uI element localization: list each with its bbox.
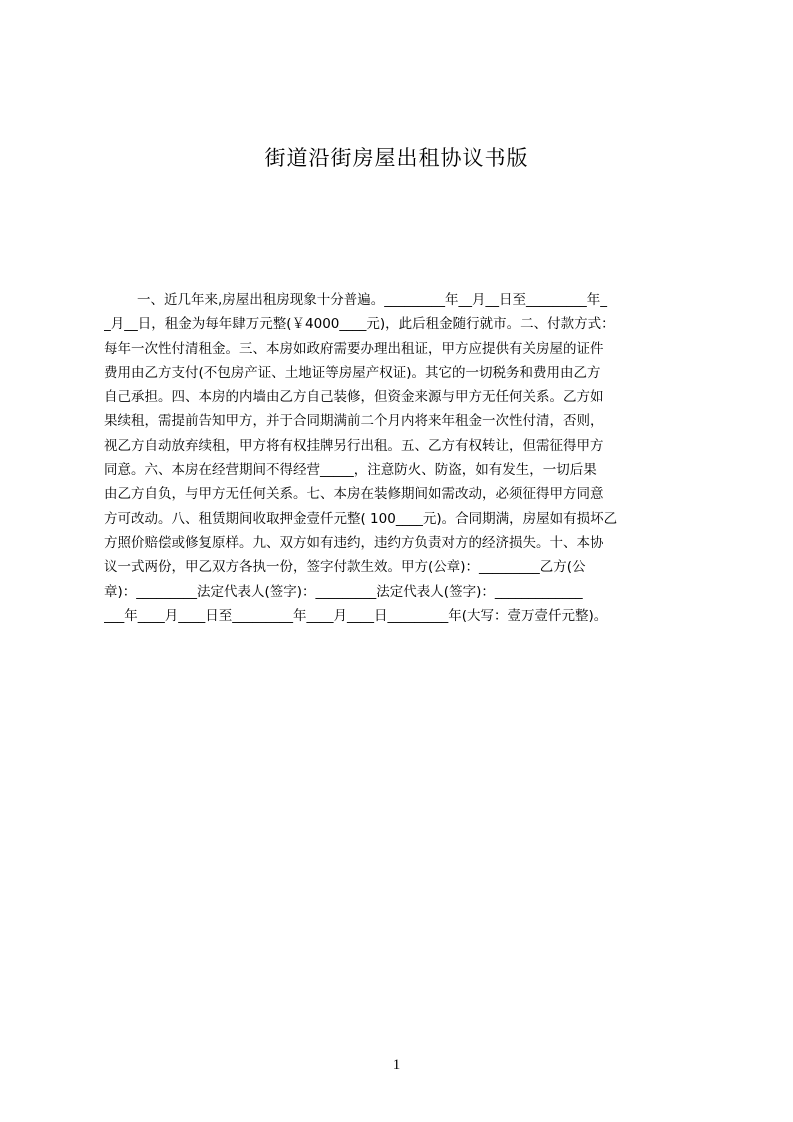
body-line: 同意。六、本房在经营期间不得经营_____，注意防火、防盗，如有发生，一切后果 bbox=[104, 462, 597, 479]
body-line: 方照价赔偿或修复原样。九、双方如有违约，违约方负责对方的经济损失。十、本协 bbox=[104, 534, 604, 551]
page-number: 1 bbox=[392, 1057, 401, 1073]
body-line: 自己承担。四、本房的内墙由乙方自己装修，但资金来源与甲方无任何关系。乙方如 bbox=[104, 389, 604, 406]
body-line: 果续租，需提前告知甲方，并于合同期满前二个月内将来年租金一次性付清，否则， bbox=[104, 413, 604, 430]
body-line: _月__日，租金为每年肆万元整(￥4000____元)，此后租金随行就市。二、付款方式： bbox=[104, 316, 615, 333]
body-line: 章)：_________法定代表人(签字)：_________法定代表人(签字)：_____________ bbox=[104, 583, 583, 600]
body-line: 一、近几年来,房屋出租房现象十分普遍。_________年__月__日至_________年_ bbox=[137, 292, 608, 308]
document-body bbox=[104, 288, 698, 628]
body-line: 方可改动。八、租赁期间收取押金壹仟元整( 100____元)。合同期满，房屋如有损坏乙 bbox=[104, 510, 618, 527]
body-line: 费用由乙方支付(不包房产证、土地证等房屋产权证)。其它的一切税务和费用由乙方 bbox=[104, 364, 601, 381]
document-title: 街道沿街房屋出租协议书版 bbox=[264, 146, 529, 170]
body-line: 视乙方自动放弃续租，甲方将有权挂牌另行出租。五、乙方有权转让，但需征得甲方 bbox=[104, 437, 604, 454]
body-line: 由乙方自负，与甲方无任何关系。七、本房在装修期间如需改动，必须征得甲方同意 bbox=[104, 486, 604, 503]
body-line: 每年一次性付清租金。三、本房如政府需要办理出租证，甲方应提供有关房屋的证件 bbox=[104, 340, 604, 357]
body-line: ___年____月____日至_________年____月____日_________年(大写：壹万壹仟元整)。 bbox=[104, 607, 608, 624]
body-line: 议一式两份，甲乙双方各执一份，签字付款生效。甲方(公章)：_________乙方(公 bbox=[104, 559, 586, 576]
